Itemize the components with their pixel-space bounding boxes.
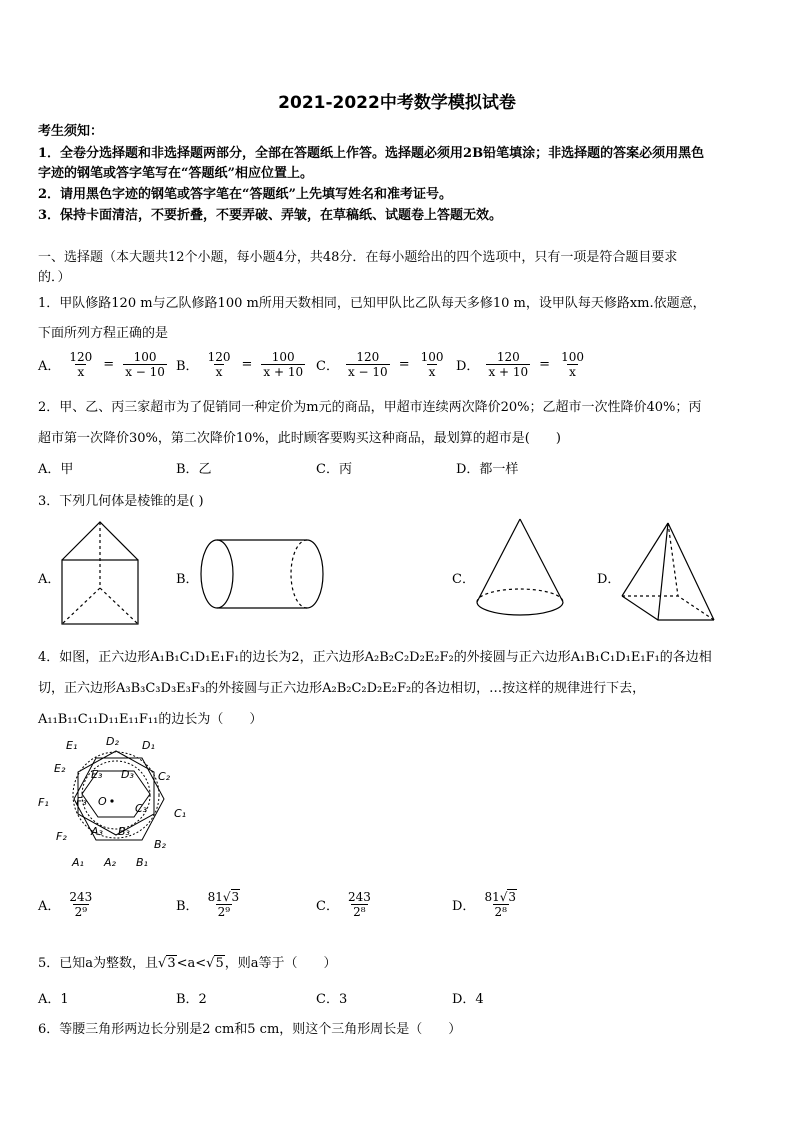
label-e1: E₁ — [66, 739, 78, 752]
q1-stem-line2: 下面所列方程正确的是 — [38, 326, 169, 341]
label-a2: A₂ — [104, 856, 116, 869]
label-c2: C₂ — [158, 770, 171, 783]
label-e2: E₂ — [54, 762, 66, 775]
q5-option-c[interactable]: C．3 — [316, 992, 348, 1007]
q1-option-a[interactable]: A． $\frac{120}{x}$ = $\frac{100}{x - 10}$ — [38, 350, 165, 379]
center-point — [110, 799, 113, 802]
q2-option-c[interactable]: C．丙 — [316, 462, 352, 477]
q4-option-a[interactable]: A． $\frac{243}{\text{2⁹}}$ — [38, 890, 93, 919]
section-heading-line1: 一、选择题（本大题共12个小题，每小题4分，共48分．在每小题给出的四个选项中，只有一项是符合题目要求 — [38, 250, 678, 265]
notice-item-1-cont: 字迹的钢笔或答字笔写在“答题纸”相应位置上。 — [38, 166, 313, 181]
label-o: O — [98, 795, 107, 808]
q2-option-b[interactable]: B．乙 — [176, 462, 212, 477]
triangular-prism-figure — [58, 518, 142, 628]
q5-option-a[interactable]: A．1 — [38, 992, 69, 1007]
q4-option-d[interactable]: D． $\frac{81√3}{\text{2⁸}}$ — [452, 890, 517, 919]
q5-stem: 5．已知a为整数，且√3<a<√5，则a等于（ ） — [38, 956, 337, 971]
q3-stem: 3．下列几何体是棱锥的是( ) — [38, 494, 204, 509]
label-a1: A₁ — [72, 856, 84, 869]
label-e3: E₃ — [91, 768, 103, 781]
q2-option-a[interactable]: A．甲 — [38, 462, 74, 477]
q3-option-c-label[interactable]: C． — [452, 572, 475, 587]
quadrilateral-pyramid-figure — [618, 520, 718, 624]
cylinder-figure — [197, 536, 327, 612]
nested-hexagons-figure — [36, 732, 196, 872]
q1-stem-line1: 1．甲队修路120 m与乙队修路100 m所用天数相同，已知甲队比乙队每天多修10 m，设甲队每天修路xm.依题意， — [38, 296, 706, 311]
notice-item-2: 2．请用黑色字迹的钢笔或答字笔在“答题纸”上先填写姓名和准考证号。 — [38, 187, 453, 202]
notice-heading: 考生须知： — [38, 124, 104, 139]
q5-option-d[interactable]: D．4 — [452, 992, 484, 1007]
label-c1: C₁ — [174, 807, 187, 820]
q3-option-a-label[interactable]: A． — [38, 572, 61, 587]
q1-option-b[interactable]: B． $\frac{120}{x}$ = $\frac{100}{x + 10}$ — [176, 350, 304, 379]
q2-stem-line2: 超市第一次降价30%，第二次降价10%，此时顾客要购买这种商品，最划算的超市是( ) — [38, 431, 561, 446]
q3-option-b-label[interactable]: B． — [176, 572, 199, 587]
q4-stem-line1: 4．如图，正六边形A₁B₁C₁D₁E₁F₁的边长为2，正六边形A₂B₂C₂D₂E₂F₂的外接圆与正六边形A₁B₁C₁D₁E₁F₁的各边相 — [38, 650, 712, 665]
label-d2: D₂ — [106, 735, 119, 748]
notice-item-1: 1．全卷分选择题和非选择题两部分，全部在答题纸上作答。选择题必须用2B铅笔填涂；非选择题的答案必须用黑色 — [38, 146, 705, 161]
q5-option-b[interactable]: B．2 — [176, 992, 207, 1007]
q1-option-d[interactable]: D． $\frac{120}{x + 10}$ = $\frac{100}{x}$ — [456, 350, 584, 379]
section-heading-line2: 的．） — [38, 270, 71, 285]
q2-stem-line1: 2．甲、乙、丙三家超市为了促销同一种定价为m元的商品，甲超市连续两次降价20%；乙超市一次性降价40%；丙 — [38, 400, 702, 415]
q4-option-b[interactable]: B． $\frac{81√3}{\text{2⁹}}$ — [176, 890, 240, 919]
label-b3: B₃ — [118, 825, 130, 838]
label-f3: F₃ — [76, 795, 87, 808]
label-a3: A₃ — [91, 825, 103, 838]
label-d3: D₃ — [121, 768, 134, 781]
q4-stem-line2: 切，正六边形A₃B₃C₃D₃E₃F₃的外接圆与正六边形A₂B₂C₂D₂E₂F₂的各边相切，…按这样的规律进行下去， — [38, 681, 646, 696]
q1-option-c[interactable]: C． $\frac{120}{x - 10}$ = $\frac{100}{x}$ — [316, 350, 444, 379]
label-f2: F₂ — [56, 830, 67, 843]
q4-option-c[interactable]: C． $\frac{243}{\text{2⁸}}$ — [316, 890, 371, 919]
q3-option-d-label[interactable]: D． — [597, 572, 621, 587]
page-title: 2021-2022中考数学模拟试卷 — [278, 93, 516, 113]
label-b1: B₁ — [136, 856, 148, 869]
q2-option-d[interactable]: D．都一样 — [456, 462, 519, 477]
label-c3: C₃ — [135, 802, 148, 815]
cone-figure — [472, 516, 582, 622]
q4-stem-line3: A₁₁B₁₁C₁₁D₁₁E₁₁F₁₁的边长为（ ） — [38, 712, 263, 727]
label-f1: F₁ — [38, 796, 49, 809]
notice-item-3: 3．保持卡面清洁，不要折叠，不要弄破、弄皱，在草稿纸、试题卷上答题无效。 — [38, 208, 503, 223]
q6-stem: 6．等腰三角形两边长分别是2 cm和5 cm，则这个三角形周长是（ ） — [38, 1022, 462, 1037]
label-d1: D₁ — [142, 739, 155, 752]
label-b2: B₂ — [154, 838, 166, 851]
